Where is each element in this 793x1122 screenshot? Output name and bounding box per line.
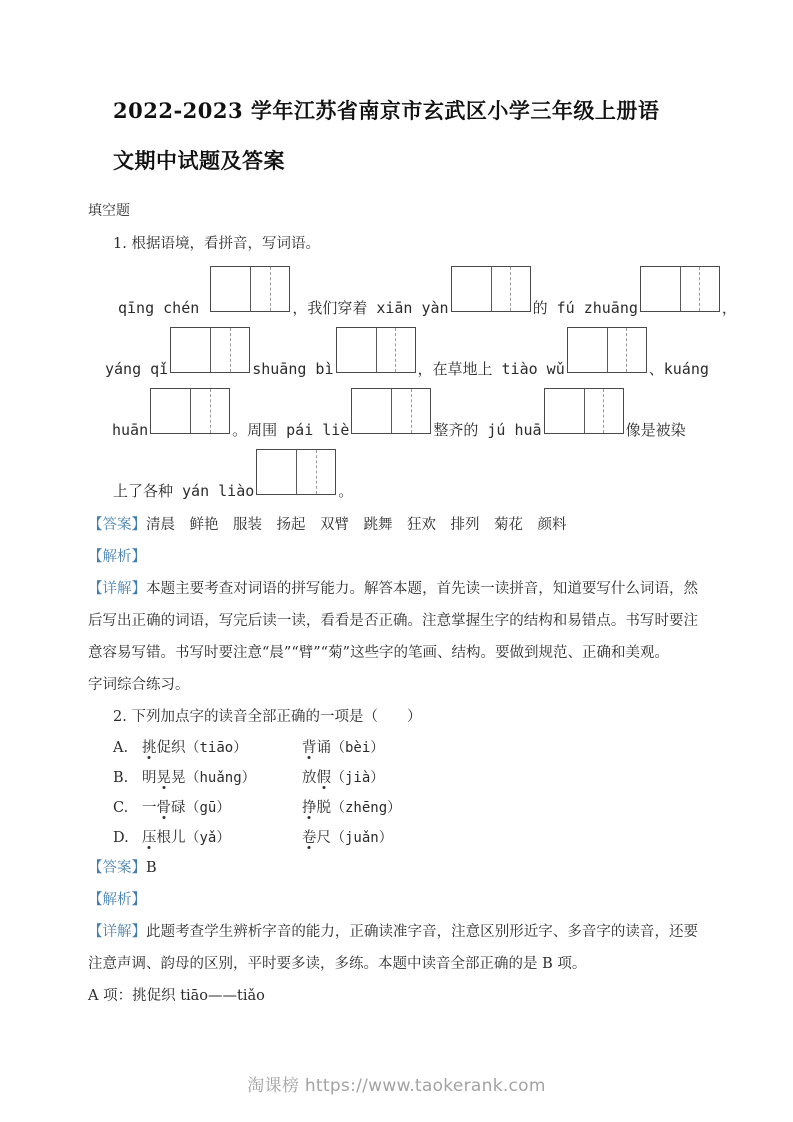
q1-detail-paragraph	[88, 574, 698, 670]
plain-char: 明	[142, 770, 157, 787]
answer-label: 【答案】	[88, 860, 146, 877]
dotted-char: 卷	[302, 830, 317, 847]
plain-char: 促织	[156, 739, 186, 756]
writing-box	[567, 327, 647, 373]
writing-box	[256, 449, 336, 495]
writing-box	[210, 266, 290, 312]
detail-label: 【详解】	[88, 581, 147, 598]
pinyin-annotation: （gū）	[185, 800, 231, 817]
detail-label: 【详解】	[88, 924, 147, 941]
option-phrase-1	[142, 763, 302, 793]
option-phrase-2	[302, 823, 698, 853]
pinyin-annotation: （jià）	[331, 770, 385, 787]
plain-char: 碌	[171, 800, 186, 817]
transition-line: 字词综合练习。	[88, 676, 190, 693]
q2-detail-paragraph	[88, 917, 698, 981]
pinyin-row-4	[113, 449, 698, 501]
writing-box	[170, 327, 250, 373]
analysis-label: 【解析】	[88, 892, 146, 909]
q2-note-a-line: A 项：挑促织 tiāo——tiǎo	[88, 988, 265, 1005]
plain-char: 一	[142, 800, 157, 817]
option-phrase-1	[142, 823, 302, 853]
pinyin-text: qīng chén	[118, 299, 209, 318]
pinyin-text: 。周围 pái liè	[232, 421, 350, 440]
plain-char: 放	[302, 770, 317, 787]
option-phrase-1	[142, 733, 302, 763]
plain-char: 晃	[171, 770, 186, 787]
option-d	[113, 823, 698, 853]
pinyin-annotation: （juǎn）	[331, 830, 393, 847]
q2-analysis-line	[88, 885, 698, 917]
writing-box	[336, 327, 416, 373]
page-title: 2022-2023 学年江苏省南京市玄武区小学三年级上册语文期中试题及答案	[113, 98, 660, 174]
pinyin-text: shuāng bì	[252, 360, 334, 379]
q1-answer-block	[88, 510, 698, 1013]
pinyin-text: ，在草地上 tiào wǔ	[417, 360, 565, 379]
pinyin-text: ，	[721, 299, 737, 318]
dotted-char: 压	[142, 830, 157, 847]
option-label: C.	[113, 800, 129, 817]
dotted-char: 晃	[156, 770, 171, 787]
dotted-char: 假	[316, 770, 331, 787]
pinyin-text: 上了各种 yán liào	[113, 482, 255, 501]
pinyin-annotation: （bèi）	[331, 739, 385, 756]
q1-analysis-line	[88, 542, 698, 574]
q2-answer-line	[88, 853, 698, 885]
dotted-char: 背	[302, 739, 317, 756]
pinyin-text: yáng qǐ	[105, 360, 169, 379]
pinyin-text: 。	[338, 482, 354, 501]
section-label: 填空题	[88, 202, 130, 219]
site-watermark	[0, 1071, 793, 1096]
dotted-char: 骨	[156, 800, 171, 817]
q2-detail-text: 此题考查学生辨析字音的能力，正确读准字音，注意区别形近字、多音字的读音，还要注意声调、韵母的区别，平时要多读，多练。本题中读音全部正确的是 B 项。	[88, 924, 699, 973]
option-c	[113, 793, 698, 823]
option-label: B.	[113, 770, 129, 787]
plain-char: 尺	[316, 830, 331, 847]
analysis-label: 【解析】	[88, 549, 146, 566]
q1-detail-text: 本题主要考查对词语的拼写能力。解答本题，首先读一读拼音，知道要写什么词语，然后写出正确的词语，写完后读一读，看看是否正确。注意掌握生字的结构和易错点。书写时要注意容易写错。书写时要注意“晨”“臂”“菊”这些字的笔画、结构。要做到规范、正确和美观。	[88, 581, 699, 661]
writing-box	[451, 266, 531, 312]
pinyin-row-1	[118, 266, 737, 318]
writing-box	[150, 388, 230, 434]
pinyin-row-3	[112, 388, 698, 440]
q1-answer-line	[88, 510, 698, 542]
writing-box	[351, 388, 431, 434]
question-1-heading: 1. 根据语境，看拼音，写词语。	[113, 236, 320, 253]
option-label: D.	[113, 830, 129, 847]
pinyin-text: huān	[112, 421, 149, 440]
option-a	[113, 733, 698, 763]
pinyin-fill-rows	[88, 266, 737, 501]
pinyin-text: 像是被染	[625, 421, 686, 440]
pinyin-text: 整齐的 jú huā	[433, 421, 542, 440]
pinyin-annotation: （yǎ）	[185, 830, 231, 847]
plain-char: 脱	[316, 800, 331, 817]
dotted-char: 挣	[302, 800, 317, 817]
dotted-char: 挑	[142, 739, 157, 756]
watermark-text: 淘课榜 https://www.taokerank.com	[247, 1076, 546, 1096]
option-phrase-1	[142, 793, 302, 823]
pinyin-annotation: （zhēng）	[331, 800, 402, 817]
option-phrase-2	[302, 793, 698, 823]
writing-box	[640, 266, 720, 312]
writing-box	[544, 388, 624, 434]
pinyin-text: 、kuáng	[648, 360, 709, 379]
pinyin-annotation: （huǎng）	[185, 770, 256, 787]
option-b	[113, 763, 698, 793]
q2-answer-value: B	[146, 860, 157, 877]
pinyin-row-2	[105, 327, 709, 379]
plain-char: 诵	[316, 739, 331, 756]
q1-answer-words: 清晨 鲜艳 服装 扬起 双臂 跳舞 狂欢 排列 菊花 颜料	[146, 517, 567, 534]
plain-char: 根儿	[156, 830, 186, 847]
pinyin-text: 的 fú zhuāng	[532, 299, 638, 318]
question-2-heading: 2. 下列加点字的读音全部正确的一项是（ ）	[113, 708, 422, 725]
option-label: A.	[113, 739, 129, 756]
answer-label: 【答案】	[88, 517, 146, 534]
option-phrase-2	[302, 763, 698, 793]
pinyin-text: ，我们穿着 xiān yàn	[292, 299, 449, 318]
pinyin-annotation: （tiāo）	[185, 739, 248, 756]
option-phrase-2	[302, 733, 698, 763]
